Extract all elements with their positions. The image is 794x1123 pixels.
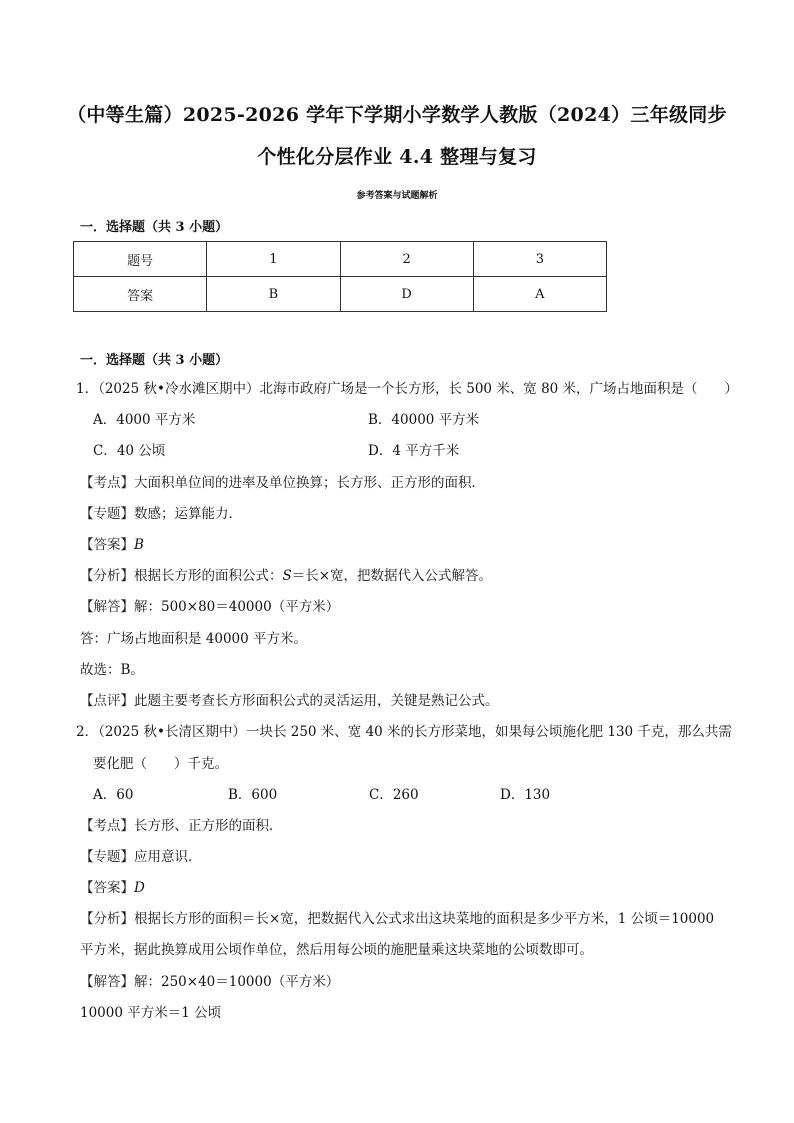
q1-daan xyxy=(80,535,144,555)
q2-option-d: D．130 xyxy=(500,787,551,803)
q1-guxuan: 故选：B。 xyxy=(80,662,144,678)
q2-kaodian xyxy=(80,816,283,836)
zhuanti-tag: 【专题】 xyxy=(80,849,134,865)
table-cell: D xyxy=(340,277,473,312)
daan-tag: 【答案】 xyxy=(80,537,134,553)
q2-zhuanti xyxy=(80,847,202,867)
q1-stem: 1．（2025 秋•冷水滩区期中）北海市政府广场是一个长方形，长 500 米、宽 80 米，广场占地面积是（ ） xyxy=(76,381,739,397)
q2-conversion: 10000 平方米＝1 公顷 xyxy=(80,1005,222,1021)
section-heading-answers: 一．选择题（共 3 小题） xyxy=(80,220,229,235)
kaodian-text: 大面积单位间的进率及单位换算；长方形、正方形的面积． xyxy=(134,475,485,491)
table-cell: 1 xyxy=(207,242,340,277)
q2-option-a: A．60 xyxy=(93,787,134,803)
jieda-tag: 【解答】 xyxy=(80,599,134,615)
zhuanti-text: 数感；运算能力． xyxy=(134,506,242,522)
table-cell: 3 xyxy=(473,242,606,277)
q2-fenxi-line1 xyxy=(80,909,714,929)
table-cell: 答案 xyxy=(74,277,207,312)
zhuanti-text: 应用意识． xyxy=(134,849,202,865)
fenxi-text-pre: 根据长方形的面积公式： xyxy=(134,568,283,584)
q1-option-d: D．4 平方千米 xyxy=(368,443,460,459)
q2-option-b: B．600 xyxy=(228,787,278,803)
section-heading-questions: 一．选择题（共 3 小题） xyxy=(80,353,229,368)
kaodian-tag: 【考点】 xyxy=(80,475,134,491)
subtitle: 参考答案与试题解析 xyxy=(356,191,438,201)
zhuanti-tag: 【专题】 xyxy=(80,506,134,522)
q1-jieda xyxy=(80,597,339,617)
kaodian-tag: 【考点】 xyxy=(80,818,134,834)
dianping-text: 此题主要考查长方形面积公式的灵活运用，关键是熟记公式。 xyxy=(134,693,499,709)
jieda-text: 解：500×80＝40000（平方米） xyxy=(134,599,340,615)
table-cell: A xyxy=(473,277,606,312)
q1-option-a: A．4000 平方米 xyxy=(93,412,196,428)
q2-option-c: C．260 xyxy=(369,787,419,803)
fenxi-text: 根据长方形的面积＝长×宽，把数据代入公式求出这块菜地的面积是多少平方米，1 公顷＝10000 xyxy=(134,911,715,927)
q2-jieda xyxy=(80,972,339,992)
jieda-tag: 【解答】 xyxy=(80,974,134,990)
q2-stem-line2: 要化肥（ ）千克。 xyxy=(93,756,228,772)
answer-table xyxy=(73,241,607,312)
title-line-1: （中等生篇）2025-2026 学年下学期小学数学人教版（2024）三年级同步 xyxy=(67,104,727,126)
table-row xyxy=(74,277,607,312)
jieda-text: 解：250×40＝10000（平方米） xyxy=(134,974,340,990)
fenxi-s: S xyxy=(282,568,292,584)
dianping-tag: 【点评】 xyxy=(80,693,134,709)
kaodian-text: 长方形、正方形的面积． xyxy=(134,818,283,834)
table-row xyxy=(74,242,607,277)
table-cell: 2 xyxy=(340,242,473,277)
q1-option-b: B．40000 平方米 xyxy=(368,412,480,428)
q2-daan xyxy=(80,878,145,898)
q2-stem-line1: 2．（2025 秋•长清区期中）一块长 250 米、宽 40 米的长方形菜地，如果每公顷施化肥 130 千克，那么共需 xyxy=(76,724,732,740)
daan-tag: 【答案】 xyxy=(80,880,134,896)
q1-da: 答：广场占地面积是 40000 平方米。 xyxy=(80,631,308,647)
fenxi-tag: 【分析】 xyxy=(80,911,134,927)
q1-dianping xyxy=(80,691,499,711)
q2-fenxi-line2: 平方米，据此换算成用公顷作单位，然后用每公顷的施肥量乘这块菜地的公顷数即可。 xyxy=(80,942,593,958)
fenxi-text-post: ＝长×宽，把数据代入公式解答。 xyxy=(291,568,493,584)
table-cell: B xyxy=(207,277,340,312)
q1-zhuanti xyxy=(80,504,242,524)
daan-text: B xyxy=(134,537,144,553)
fenxi-tag: 【分析】 xyxy=(80,568,134,584)
table-cell: 题号 xyxy=(74,242,207,277)
q1-kaodian xyxy=(80,473,485,493)
daan-text: D xyxy=(134,880,145,896)
q1-option-c: C．40 公顷 xyxy=(93,443,166,459)
title-line-2: 个性化分层作业 4.4 整理与复习 xyxy=(257,146,537,168)
q1-fenxi xyxy=(80,566,492,586)
